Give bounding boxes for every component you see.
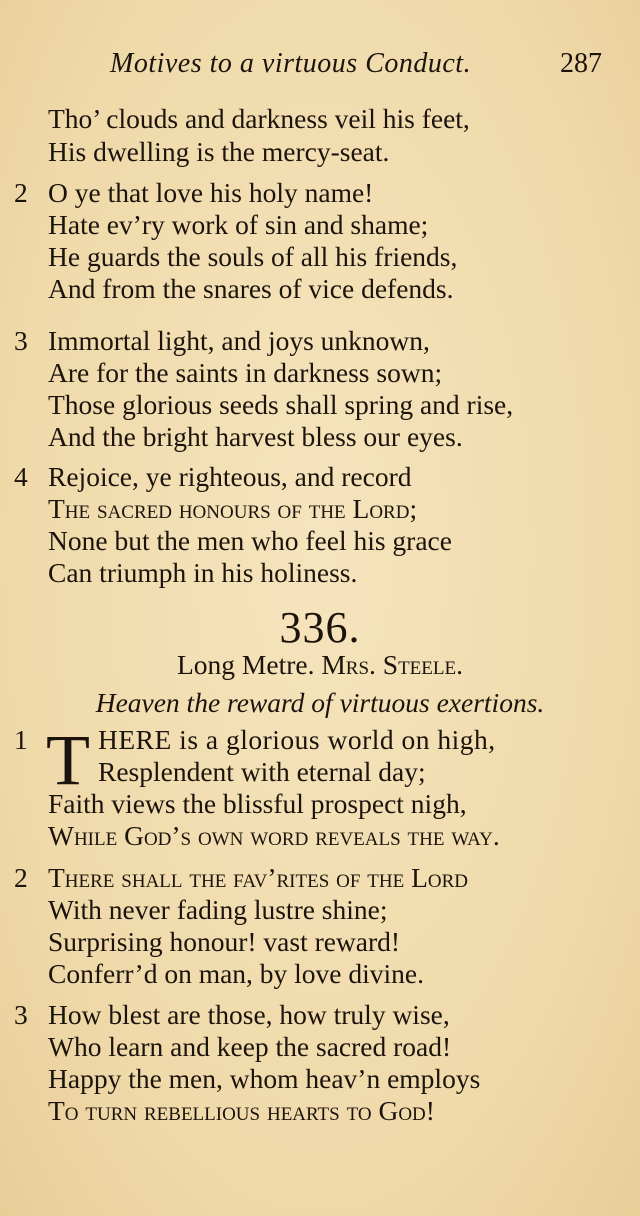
verse-line: Who learn and keep the sacred road! <box>48 1031 452 1062</box>
hymn-subtitle: Heaven the reward of virtuous exertions. <box>95 687 545 718</box>
verse-line: Those glorious seeds shall spring and rise, <box>48 389 514 420</box>
hymn-number: 336. <box>279 603 361 652</box>
stanza-number: 2 <box>14 177 28 208</box>
hymn-metre-author <box>0 648 640 682</box>
verse-line: Resplendent with eternal day; <box>98 756 426 787</box>
verse-line: And the bright harvest bless our eyes. <box>48 421 463 452</box>
verse-line: Happy the men, whom heav’n employs <box>48 1063 481 1094</box>
verse-line: Rejoice, ye righteous, and record <box>48 461 412 492</box>
verse-line: Conferr’d on man, by love divine. <box>48 958 425 989</box>
verse-line: Are for the saints in darkness sown; <box>48 357 443 388</box>
verse-line: Surprising honour! vast reward! <box>48 926 401 957</box>
running-head <box>0 48 640 88</box>
stanza-number: 3 <box>14 325 28 356</box>
page-number: 287 <box>560 48 602 79</box>
running-head-title: Motives to a virtuous Conduct. <box>110 48 472 79</box>
verse-line: While God’s own word reveals the way. <box>48 820 500 851</box>
verse-line: The sacred honours of the Lord; <box>48 493 418 524</box>
verse-line: And from the snares of vice defends. <box>48 273 454 304</box>
verse-line: How blest are those, how truly wise, <box>48 999 450 1030</box>
verse-line: Can triumph in his holiness. <box>48 557 358 588</box>
verse-line: None but the men who feel his grace <box>48 525 452 556</box>
verse-line: Immortal light, and joys unknown, <box>48 325 430 356</box>
verse-line: To turn rebellious hearts to God! <box>48 1095 435 1126</box>
stanza-number: 2 <box>14 862 28 893</box>
stanza-number: 1 <box>14 724 28 755</box>
stanza-number: 4 <box>14 461 28 492</box>
verse-line: Tho’ clouds and darkness veil his feet, <box>48 103 470 134</box>
verse-line: Hate ev’ry work of sin and shame; <box>48 209 429 240</box>
verse-line: HERE is a glorious world on high, <box>98 724 496 755</box>
hymn-author: Mrs. Steele. <box>321 649 463 680</box>
hymn-metre: Long Metre. <box>177 649 315 680</box>
verse-line: He guards the souls of all his friends, <box>48 241 458 272</box>
verse-line: There shall the fav’rites of the Lord <box>48 862 469 893</box>
verse-line: With never fading lustre shine; <box>48 894 388 925</box>
drop-cap: T <box>46 720 90 800</box>
verse-line: O ye that love his holy name! <box>48 177 374 208</box>
verse-line: His dwelling is the mercy-seat. <box>48 136 390 167</box>
stanza-number: 3 <box>14 999 28 1030</box>
verse-line: Faith views the blissful prospect nigh, <box>48 788 467 819</box>
